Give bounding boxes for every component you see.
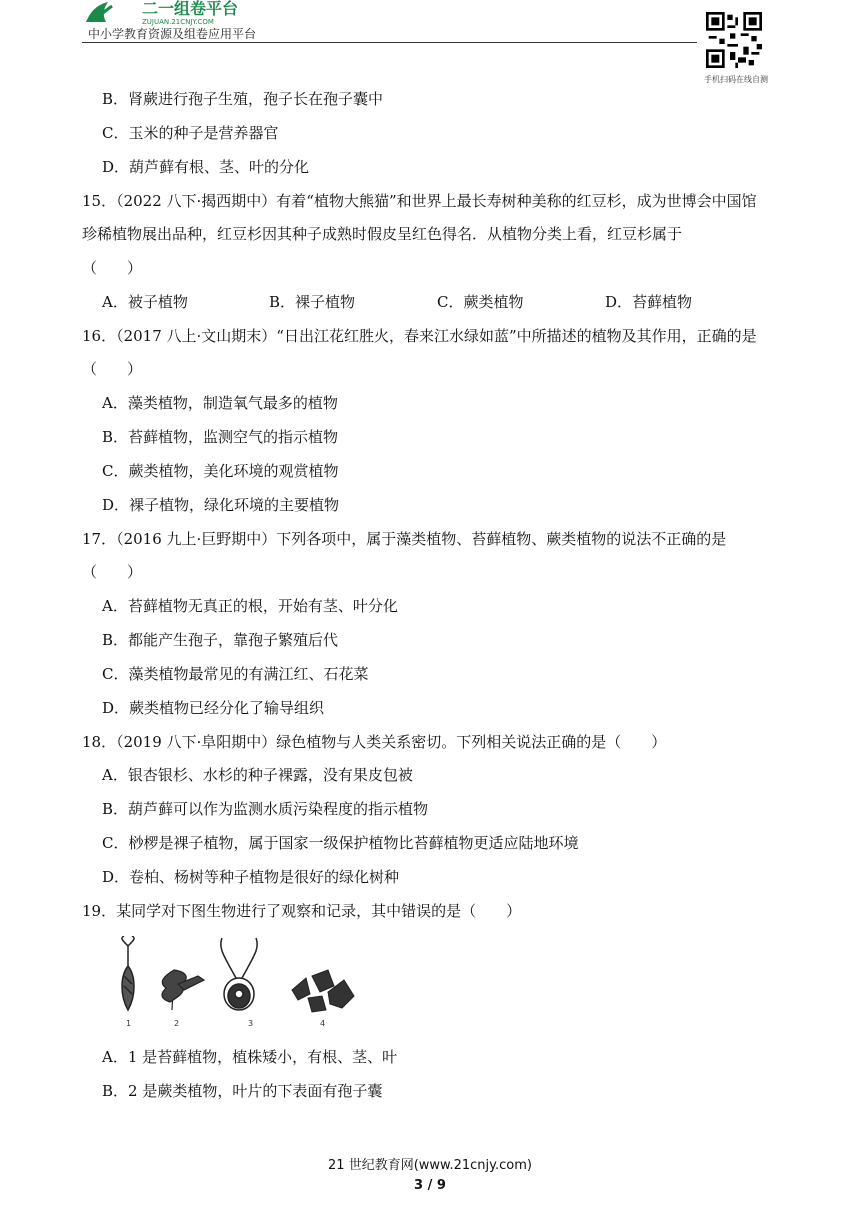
qr-caption: 手机扫码在线自测: [704, 75, 768, 84]
option-19a: A．1 是苔藓植物，植株矮小，有根、茎、叶: [102, 1048, 398, 1066]
qr-code-icon[interactable]: [706, 12, 762, 68]
question-15-stem-1: 15．（2022 八下·揭西期中）有着“植物大熊猫”和世界上最长寿树种美称的红豆杉，成为世博会中国馆: [82, 192, 757, 210]
option-16c: C．蕨类植物，美化环境的观赏植物: [102, 462, 339, 480]
option-14c: C．玉米的种子是营养器官: [102, 124, 279, 142]
organism-1-moss-icon: [122, 936, 134, 1010]
page-header: [82, 0, 697, 44]
option-17b: B．都能产生孢子，靠孢子繁殖后代: [102, 631, 339, 649]
option-17a: A．苔藓植物无真正的根，开始有茎、叶分化: [102, 597, 398, 615]
question-19-stem: 19．某同学对下图生物进行了观察和记录，其中错误的是（ ）: [82, 902, 522, 920]
option-16b: B．苔藓植物，监测空气的指示植物: [102, 428, 339, 446]
footer-site: 21 世纪教育网(www.21cnjy.com): [328, 1158, 532, 1173]
option-19b: B．2 是蕨类植物，叶片的下表面有孢子囊: [102, 1082, 383, 1100]
option-18b: B．葫芦藓可以作为监测水质污染程度的指示植物: [102, 800, 429, 818]
option-15a: A．被子植物: [102, 293, 188, 311]
question-17-paren: （ ）: [82, 563, 143, 581]
option-14d: D．葫芦藓有根、茎、叶的分化: [102, 158, 310, 176]
option-15b: B．裸子植物: [269, 293, 356, 311]
question-15-paren: （ ）: [82, 259, 143, 277]
figure-label-2: 2: [174, 1019, 180, 1028]
logo-text: 二一组卷平台: [142, 0, 239, 18]
figure-label-3: 3: [248, 1019, 254, 1028]
header-subtitle: 中小学教育资源及组卷应用平台: [88, 27, 257, 41]
organisms-figure: [114, 936, 364, 1028]
option-18c: C．桫椤是裸子植物，属于国家一级保护植物比苔藓植物更适应陆地环境: [102, 834, 579, 852]
option-15c: C．蕨类植物: [437, 293, 524, 311]
option-18d: D．卷柏、杨树等种子植物是很好的绿化树种: [102, 868, 400, 886]
option-14b: B．肾蕨进行孢子生殖，孢子长在孢子囊中: [102, 90, 384, 108]
option-16a: A．藻类植物，制造氧气最多的植物: [102, 394, 338, 412]
page-number: 3 / 9: [414, 1178, 446, 1193]
question-18-stem: 18．（2019 八下·阜阳期中）绿色植物与人类关系密切。下列相关说法正确的是（ ）: [82, 733, 667, 751]
question-16-paren: （ ）: [82, 360, 143, 378]
question-16-stem: 16．（2017 八上·文山期末）“日出江花红胜火，春来江水绿如蓝”中所描述的植物及其作用，正确的是: [82, 327, 757, 345]
option-15d: D．苔藓植物: [605, 293, 693, 311]
figure-label-1: 1: [126, 1019, 132, 1028]
question-15-stem-2: 珍稀植物展出品种，红豆杉因其种子成熟时假皮呈红色得名．从植物分类上看，红豆杉属于: [82, 225, 683, 243]
option-16d: D．裸子植物，绿化环境的主要植物: [102, 496, 340, 514]
organism-2-fern-icon: [162, 970, 204, 1010]
organism-3-alga-icon: [221, 938, 257, 1010]
organism-4-seaweed-icon: [292, 970, 354, 1012]
option-17c: C．藻类植物最常见的有满江红、石花菜: [102, 665, 369, 683]
site-logo: [82, 0, 282, 26]
figure-label-4: 4: [320, 1019, 326, 1028]
logo-subtext: ZUJUAN.21CNJY.COM: [142, 18, 214, 26]
header-divider: [82, 42, 697, 43]
option-17d: D．蕨类植物已经分化了输导组织: [102, 699, 325, 717]
option-18a: A．银杏银杉、水杉的种子裸露，没有果皮包被: [102, 766, 413, 784]
question-17-stem: 17．（2016 九上·巨野期中）下列各项中，属于藻类植物、苔藓植物、蕨类植物的说法不正确的是: [82, 530, 727, 548]
